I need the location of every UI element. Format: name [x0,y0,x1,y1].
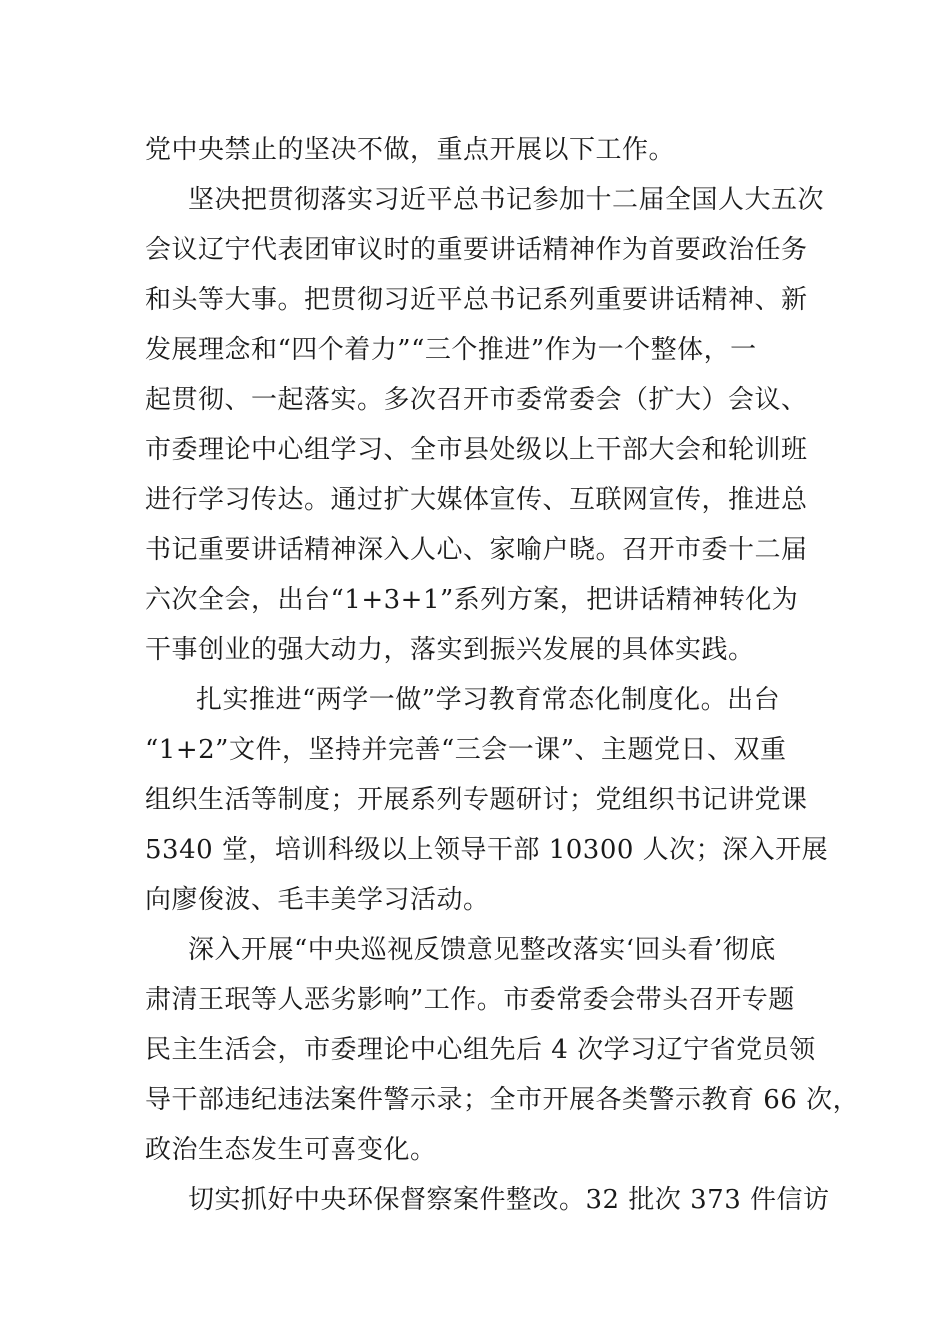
text-line: 六次全会，出台“1+3+1”系列方案，把讲话精神转化为 [145,585,799,615]
text-line: 发展理念和“四个着力”“三个推进”作为一个整体，一 [145,335,757,365]
text-line: 肃清王珉等人恶劣影响”工作。市委常委会带头召开专题 [145,985,795,1015]
text-line: 民主生活会，市委理论中心组先后 4 次学习辽宁省党员领 [145,1035,816,1065]
text-line: 市委理论中心组学习、全市县处级以上干部大会和轮训班 [145,435,808,465]
text-line: 和头等大事。把贯彻习近平总书记系列重要讲话精神、新 [145,285,808,315]
text-line: 坚决把贯彻落实习近平总书记参加十二届全国人大五次 [188,185,825,215]
text-line: 党中央禁止的坚决不做，重点开展以下工作。 [145,135,676,165]
text-line: 干事创业的强大动力，落实到振兴发展的具体实践。 [145,635,755,665]
text-line: 扎实推进“两学一做”学习教育常态化制度化。出台 [196,685,781,715]
text-line: 5340 堂，培训科级以上领导干部 10300 人次；深入开展 [145,835,829,865]
text-line: 导干部违纪违法案件警示录；全市开展各类警示教育 66 次， [145,1085,860,1115]
text-line: 切实抓好中央环保督察案件整改。32 批次 373 件信访 [188,1185,830,1215]
text-line: 组织生活等制度；开展系列专题研讨；党组织书记讲党课 [145,785,808,815]
text-line: 深入开展“中央巡视反馈意见整改落实‘回头看’彻底 [188,935,776,965]
text-line: 政治生态发生可喜变化。 [145,1135,437,1165]
text-line: 进行学习传达。通过扩大媒体宣传、互联网宣传，推进总 [145,485,808,515]
text-line: 会议辽宁代表团审议时的重要讲话精神作为首要政治任务 [145,235,808,265]
text-line: “1+2”文件，坚持并完善“三会一课”、主题党日、双重 [145,735,787,765]
text-line: 起贯彻、一起落实。多次召开市委常委会（扩大）会议、 [145,385,808,415]
text-line: 向廖俊波、毛丰美学习活动。 [145,885,490,915]
text-line: 书记重要讲话精神深入人心、家喻户晓。召开市委十二届 [145,535,808,565]
